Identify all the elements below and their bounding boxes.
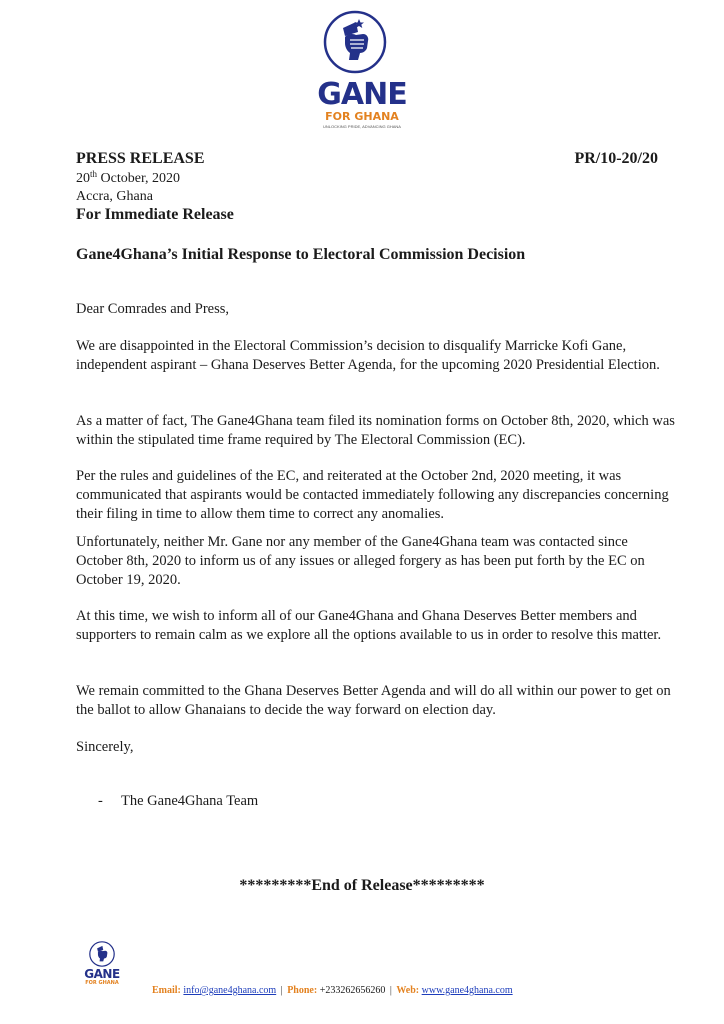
brand-tagline: UNLOCKING PRIDE, ADVANCING GHANA — [323, 124, 401, 129]
release-reference: PR/10-20/20 — [574, 150, 658, 167]
paragraph-6: We remain committed to the Ghana Deserves Better Agenda and will do all within our power to get on the ballot to allow Ghanaians to decide the way forward on election day. — [76, 683, 671, 718]
date-day: 20 — [76, 171, 90, 186]
fist-emblem-small-icon — [89, 941, 115, 967]
paragraph-1: We are disappointed in the Electoral Commission’s decision to disqualify Marricke Kofi Gane, independent aspirant – Ghana Deserves Better Agenda, for the upcoming 2020 Presidential Election. — [76, 338, 660, 373]
footer-brand-name: GANE — [84, 967, 120, 981]
separator: | — [389, 985, 392, 996]
date-month-year: October, 2020 — [97, 171, 181, 186]
paragraph-3: Per the rules and guidelines of the EC, and reiterated at the October 2nd, 2020 meeting, it was communicated that aspirants would be contacted immediately following any discrepancies concerning their filing in time to allow them time to correct any anomalies. — [76, 468, 669, 522]
release-location: Accra, Ghana — [76, 189, 153, 204]
date-suffix: th — [90, 169, 98, 179]
press-release-title: PRESS RELEASE — [76, 150, 205, 167]
phone-number: +233262656260 — [319, 985, 386, 996]
brand-name: GANE — [317, 77, 407, 112]
web-label: Web: — [396, 985, 420, 996]
signoff: Sincerely, — [76, 739, 134, 755]
web-link[interactable]: www.gane4ghana.com — [421, 985, 513, 996]
footer-brand-subtitle: FOR GHANA — [85, 980, 119, 986]
signature-dash: - — [98, 793, 103, 809]
email-link[interactable]: info@gane4ghana.com — [183, 985, 277, 996]
brand-subtitle: FOR GHANA — [325, 110, 399, 123]
footer-logo — [82, 941, 122, 989]
separator: | — [280, 985, 283, 996]
phone-label: Phone: — [287, 985, 318, 996]
salutation: Dear Comrades and Press, — [76, 301, 230, 317]
release-date — [76, 171, 180, 187]
end-of-release: *********End of Release********* — [239, 877, 485, 894]
email-label: Email: — [152, 985, 181, 996]
paragraph-5: At this time, we wish to inform all of our Gane4Ghana and Ghana Deserves Better members and supporters to remain calm as we explore all the options available to us in order to resolve this matter. — [76, 608, 662, 643]
fist-emblem-icon — [323, 10, 387, 74]
signature: The Gane4Ghana Team — [121, 793, 259, 809]
footer-contact — [152, 985, 513, 996]
paragraph-2: As a matter of fact, The Gane4Ghana team filed its nomination forms on October 8th, 2020, which was within the stipulated time frame required by The Electoral Commission (EC). — [76, 413, 675, 448]
headline: Gane4Ghana’s Initial Response to Electoral Commission Decision — [76, 246, 526, 263]
paragraph-4: Unfortunately, neither Mr. Gane nor any member of the Gane4Ghana team was contacted since October 8th, 2020 to inform us of any issues or alleged forgery as has been put forth by the EC on October 19, 2020. — [76, 534, 645, 588]
release-type: For Immediate Release — [76, 206, 234, 223]
